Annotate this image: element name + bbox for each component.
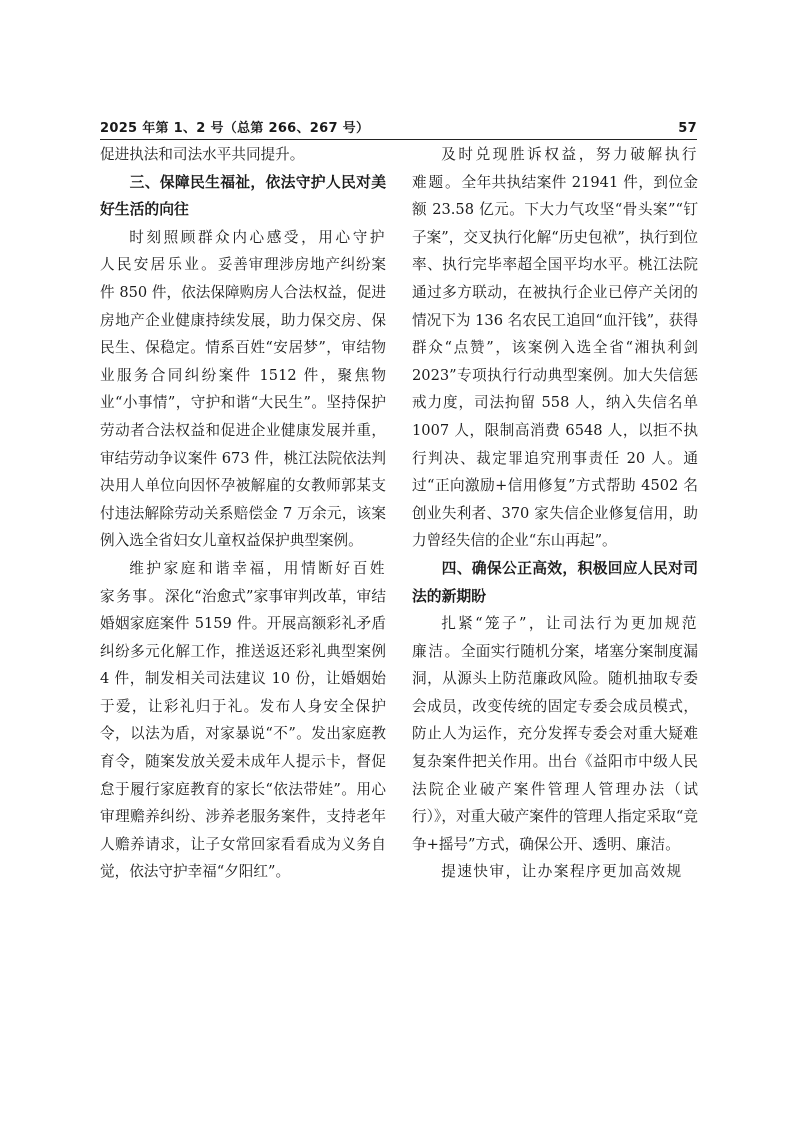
paragraph-efficiency [412, 858, 698, 886]
paragraph-lead: 扎紧“笼子”，让司法行为更加规范廉洁。 [412, 615, 698, 660]
issue-label: 2025 年第 1、2 号（总第 266、267 号） [100, 121, 370, 136]
paragraph-integrity [412, 610, 698, 858]
paragraph-family [100, 555, 386, 886]
paragraph-body: 深化“治愈式”家事审判改革，审结婚姻家庭案件 5159 件。开展高额彩礼矛盾纠纷多元化解工作，推送返还彩礼典型案例 4 件，制发相关司法建议 10 份，让婚姻始于爱，让彩礼归于礼。发布人身安全保护令，以法为盾，对家暴说“不”。发出家庭教育令，随案发放关爱未成年人提示卡，督促怠于履行家庭教育的家长“依法带娃”。用心审理赡养纠纷、涉养老服务案件，支持老年人赡养请求，让子女常回家看看成为义务自觉，依法守护幸福“夕阳红”。 [100, 587, 386, 881]
paragraph-body: 全面实行随机分案，堵塞分案制度漏洞，从源头上防范廉政风险。随机抽取专委会成员，改变传统的固定专委会成员模式，防止人为运作，充分发挥专委会对重大疑难复杂案件把关作用。出台《益阳市中级人民法院企业破产案件管理人管理办法（试行）》，对重大破产案件的管理人指定采取“竞争+摇号”方式，确保公开、透明、廉洁。 [412, 642, 698, 853]
paragraph-lead: 时刻照顾群众内心感受，用心守护人民安居乐业。 [100, 228, 386, 274]
left-column [100, 141, 386, 886]
page-number: 57 [678, 121, 697, 136]
paragraph-body: 妥善审理涉房地产纠纷案件 850 件，依法保障购房人合法权益，促进房地产企业健康持续发展，助力保交房、保民生、保稳定。情系百姓“安居梦”，审结物业服务合同纠纷案件 1512 件，聚焦物业“小事情”，守护和谐“大民生”。坚持保护劳动者合法权益和促进企业健康发展并重，审结劳动争议案件 673 件，桃江法院依法判决用人单位向因怀孕被解雇的女教师郭某支付违法解除劳动关系赔偿金 7 万余元，该案例入选全省妇女儿童权益保护典型案例。 [100, 256, 386, 550]
paragraph-lead: 维护家庭和谐幸福，用情断好百姓家务事。 [100, 559, 386, 605]
paragraph-enforcement [412, 141, 698, 555]
header-divider [100, 139, 697, 140]
section-heading-3: 三、保障民生福祉，依法守护人民对美好生活的向往 [100, 173, 386, 219]
paragraph-body: 全年共执结案件 21941 件，到位金额 23.58 亿元。下大力气攻坚“骨头案”“钉子案”，交叉执行化解“历史包袱”，执行到位率、执行完毕率超全国平均水平。桃江法院通过多方联动，在被执行企业已停产关闭的情况下为 136 名农民工追回“血汗钱”，获得群众“点赞”，该案例入选全省“湘执利剑 2023”专项执行行动典型案例。加大失信惩戒力度，司法拘留 558 人，纳入失信名单 1007 人，限制高消费 6548 人，以拒不执行判决、裁定罪追究刑事责任 20 人。通过“正向激励+信用修复”方式帮助 4502 名创业失利者、370 家失信企业修复信用，助力曾经失信的企业“东山再起”。 [412, 173, 698, 550]
paragraph-housing [100, 224, 386, 555]
continuation-paragraph: 促进执法和司法水平共同提升。 [100, 146, 305, 163]
paragraph-lead: 提速快审，让办案程序更加高效规 [441, 863, 683, 881]
running-header [100, 116, 697, 136]
paragraph-lead: 及时兑现胜诉权益，努力破解执行难题。 [412, 146, 698, 191]
section-heading-4: 四、确保公正高效，积极回应人民对司法的新期盼 [412, 559, 698, 605]
right-column [412, 141, 698, 886]
